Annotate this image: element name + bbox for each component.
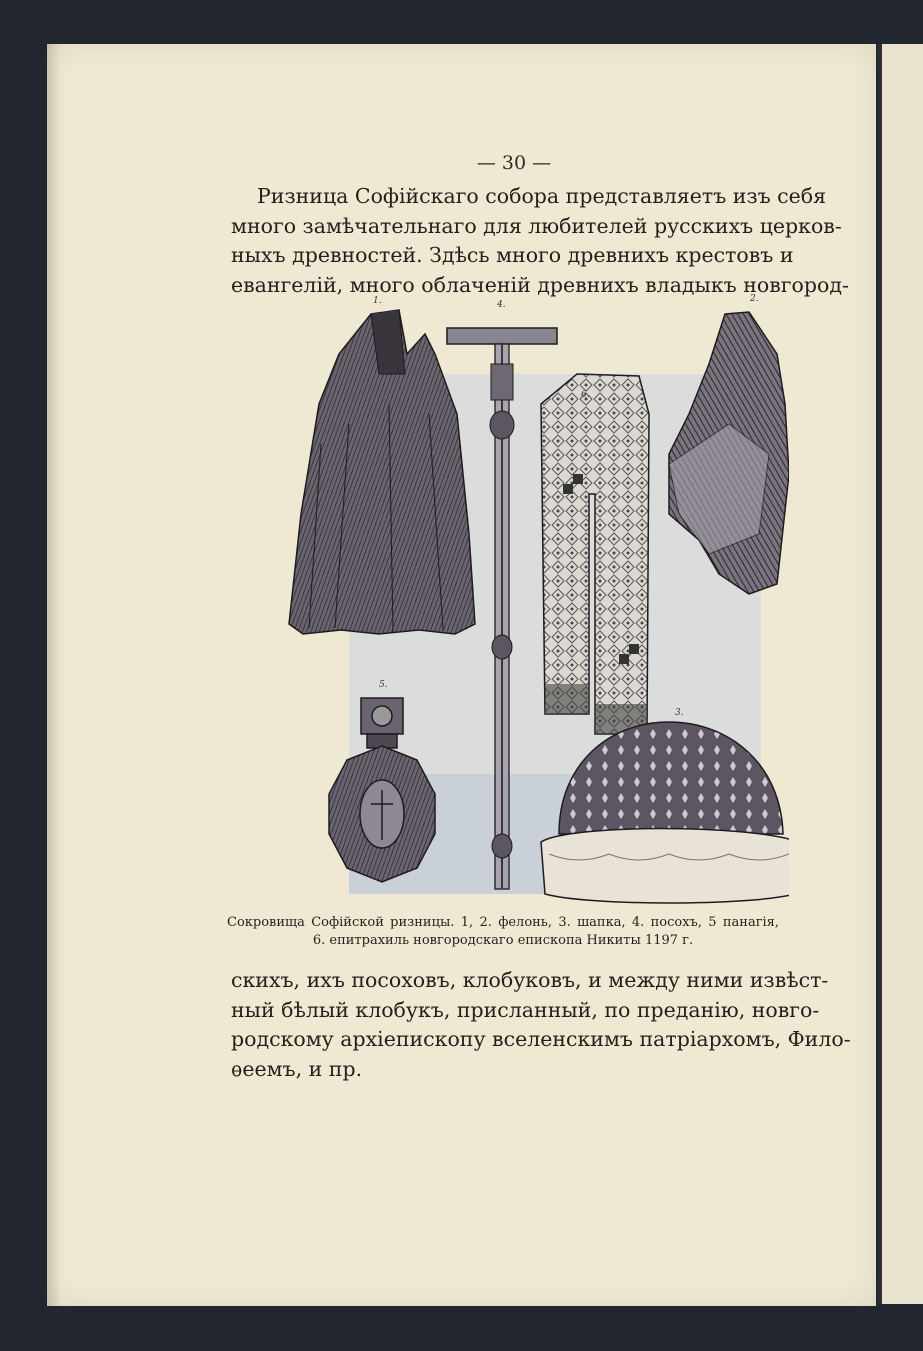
text-line: евангелій, много облаченій древнихъ владыкъ новгород- — [231, 272, 849, 297]
text-line: ный бѣлый клобукъ, присланный, по преданію, новго- — [231, 997, 820, 1022]
figure-label: 4. — [497, 300, 506, 310]
crozier-crossbar — [447, 328, 557, 344]
caption-line: 6. епитрахиль новгородскаго епископа Никиты 1197 г. — [312, 933, 694, 948]
next-page-edge — [878, 44, 923, 1304]
epitrachelion — [541, 374, 649, 734]
figure-label: 1. — [373, 296, 382, 306]
paragraph-bottom — [231, 966, 851, 1084]
page-gutter-shadow — [47, 44, 61, 1306]
text-line: Ризница Софійскаго собора представляетъ изъ себя — [257, 184, 827, 208]
book-page — [47, 44, 876, 1306]
figure-label: 3. — [675, 708, 684, 718]
paragraph-top — [231, 182, 849, 300]
caption-line: Сокровища Софійской ризницы. 1, 2. фелонь, 3. шапка, 4. посохъ, 5 панагія, — [227, 915, 779, 930]
figure-label: 5. — [379, 680, 388, 690]
text-line: скихъ, ихъ посоховъ, клобуковъ, и между ними извѣст- — [231, 968, 829, 992]
vestments-engraving — [229, 294, 789, 906]
vestments-illustration — [229, 294, 789, 906]
page-number: — 30 — — [476, 152, 552, 174]
text-line: ныхъ древностей. Здѣсь много древнихъ крестовъ и — [231, 243, 794, 267]
figure-caption — [227, 914, 779, 950]
text-line: ѳеемъ, и пр. — [231, 1056, 363, 1081]
text-line: родскому архіепископу вселенскимъ патріархомъ, Фило- — [231, 1027, 851, 1051]
figure-label: 6. — [581, 390, 590, 400]
text-line: много замѣчательнаго для любителей русскихъ церков- — [231, 213, 842, 238]
figure-label: 2. — [750, 294, 759, 304]
